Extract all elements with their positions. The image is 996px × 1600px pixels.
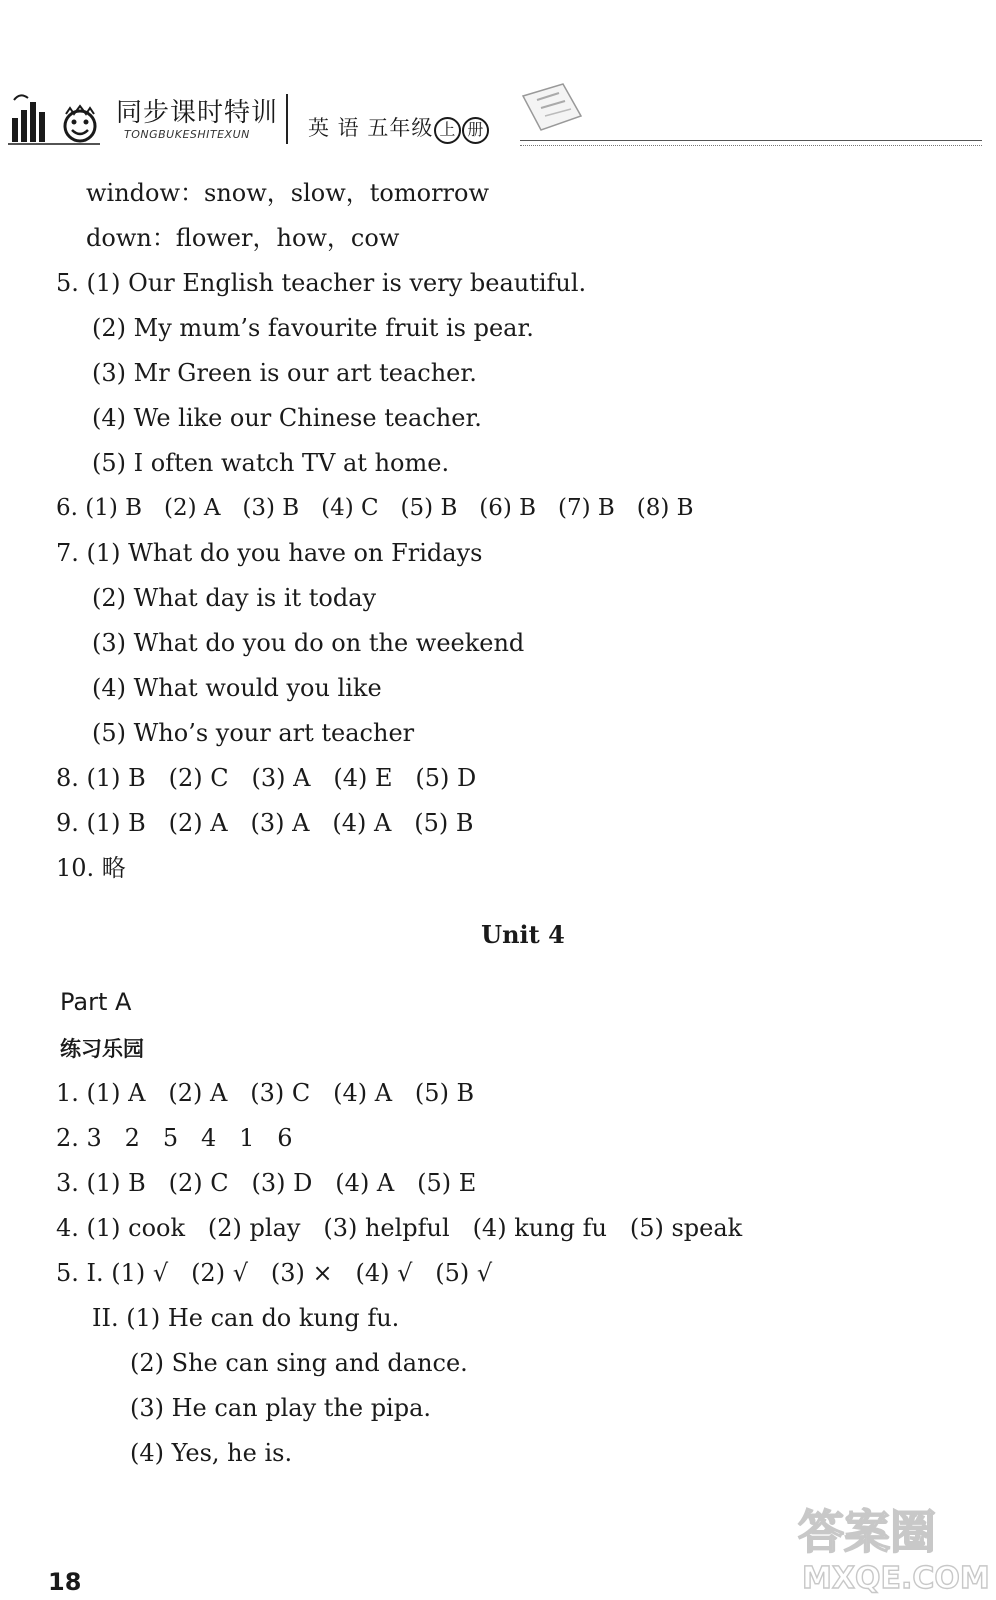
answer-line: (2) What day is it today xyxy=(92,584,377,612)
brand-subtitle: TONGBUKESHITEXUN xyxy=(124,128,250,141)
answer-line: II. (1) He can do kung fu. xyxy=(92,1304,400,1332)
header-divider xyxy=(286,94,288,144)
answer-line: 2. 3 2 5 4 1 6 xyxy=(56,1124,293,1152)
answer-line: window：snow，slow，tomorrow xyxy=(86,179,490,207)
answer-line: (2) She can sing and dance. xyxy=(130,1349,468,1377)
answer-line: 10. 略 xyxy=(56,854,126,882)
part-heading: Part A xyxy=(60,988,132,1016)
volume-suffix-badge: 册 xyxy=(462,117,489,144)
book-logo-icon xyxy=(8,88,100,146)
answer-line: 4. (1) cook (2) play (3) helpful (4) kung fu (5) speak xyxy=(56,1214,743,1242)
answer-line: 8. (1) B (2) C (3) A (4) E (5) D xyxy=(56,764,477,792)
page-number: 18 xyxy=(48,1568,82,1596)
answer-line: 5. (1) Our English teacher is very beautiful. xyxy=(56,269,587,297)
answer-line: 6. (1) B (2) A (3) B (4) C (5) B (6) B (7) B (8) B xyxy=(56,495,694,521)
svg-text:MXQE.COM: MXQE.COM xyxy=(802,1561,990,1596)
answer-line: (4) What would you like xyxy=(92,674,382,702)
answer-line: down：flower，how，cow xyxy=(86,224,400,252)
stamp-icon xyxy=(515,78,590,138)
answer-line: (3) What do you do on the weekend xyxy=(92,629,525,657)
brand-title: 同步课时特训 xyxy=(116,98,279,128)
subject-label xyxy=(308,112,489,144)
answer-line: (2) My mum’s favourite fruit is pear. xyxy=(92,314,534,342)
answer-line: (4) Yes, he is. xyxy=(130,1439,293,1467)
subject-grade: 英 语 五年级 xyxy=(308,116,434,140)
answer-line: 5. I. (1) √ (2) √ (3) × (4) √ (5) √ xyxy=(56,1259,493,1287)
answer-line: (5) I often watch TV at home. xyxy=(92,449,450,477)
answer-line: 1. (1) A (2) A (3) C (4) A (5) B xyxy=(56,1079,475,1107)
answer-line: 3. (1) B (2) C (3) D (4) A (5) E xyxy=(56,1169,477,1197)
section-heading: 练习乐园 xyxy=(60,1037,144,1061)
answer-line: (5) Who’s your art teacher xyxy=(92,719,415,747)
answer-line: 9. (1) B (2) A (3) A (4) A (5) B xyxy=(56,809,474,837)
answer-line: (3) Mr Green is our art teacher. xyxy=(92,359,477,387)
header-rule xyxy=(520,140,982,146)
svg-text:答案圈: 答案圈 xyxy=(798,1505,936,1559)
answer-line: 7. (1) What do you have on Fridays xyxy=(56,539,483,567)
page-header xyxy=(0,70,996,155)
unit-heading: Unit 4 xyxy=(481,920,565,949)
answer-line: (3) He can play the pipa. xyxy=(130,1394,432,1422)
watermark-logo xyxy=(790,1488,990,1598)
answer-line: (4) We like our Chinese teacher. xyxy=(92,404,482,432)
volume-badge: 上 xyxy=(434,117,461,144)
